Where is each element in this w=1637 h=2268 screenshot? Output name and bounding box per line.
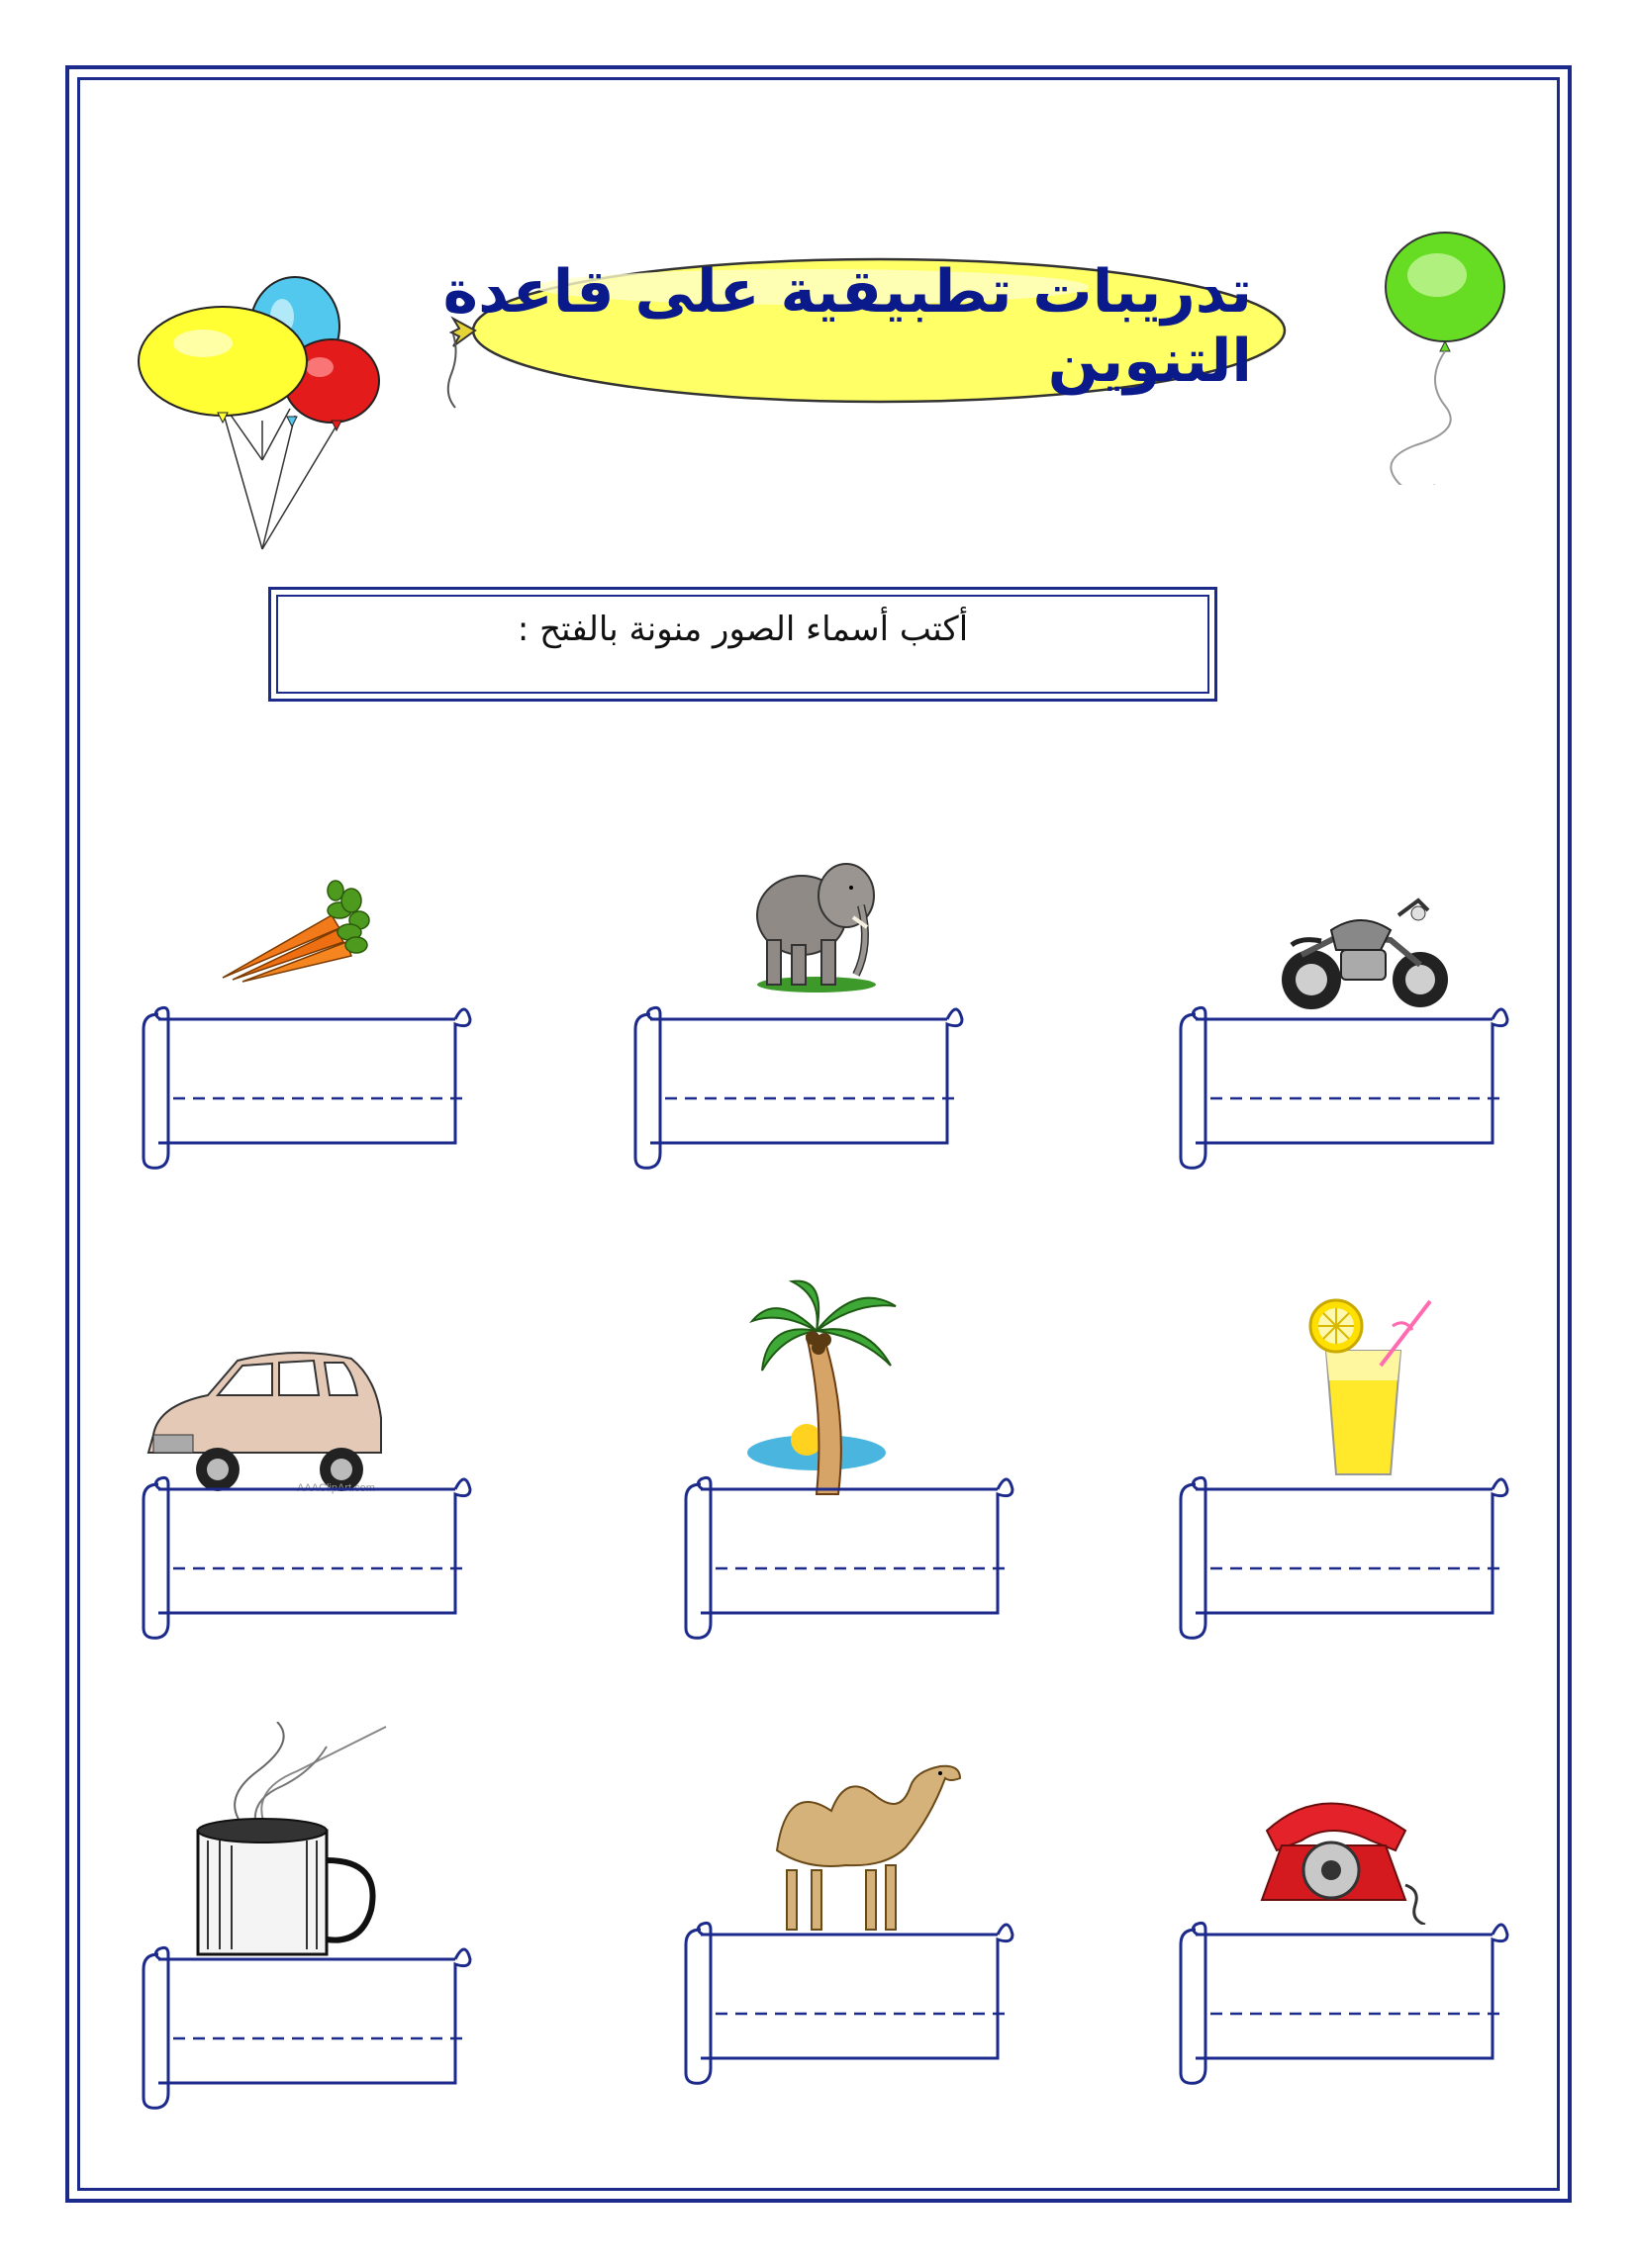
- answer-scroll-3[interactable]: [1176, 994, 1512, 1173]
- green-balloon-icon: [1346, 228, 1514, 485]
- balloons-cluster-icon: [134, 272, 391, 559]
- elephant-icon: [752, 846, 881, 994]
- camel-icon: [757, 1761, 965, 1935]
- answer-scroll-1[interactable]: [139, 994, 475, 1173]
- telephone-icon: [1257, 1786, 1435, 1925]
- answer-scroll-6[interactable]: [1176, 1465, 1512, 1643]
- page-title: تدريبات تطبيقية على قاعدة التنوين: [442, 257, 1252, 396]
- answer-scroll-5[interactable]: [681, 1465, 1017, 1643]
- carrots-icon: [213, 871, 371, 990]
- instruction-text: أكتب أسماء الصور منونة بالفتح :: [517, 610, 969, 649]
- coffee-mug-icon: [188, 1722, 396, 1964]
- clipart-watermark: AAAClipArt.com: [297, 1482, 375, 1494]
- answer-scroll-8[interactable]: [681, 1910, 1017, 2088]
- answer-scroll-9[interactable]: [1176, 1910, 1512, 2088]
- answer-scroll-4[interactable]: [139, 1465, 475, 1643]
- juice-glass-icon: [1301, 1296, 1440, 1484]
- answer-scroll-2[interactable]: [630, 994, 967, 1173]
- answer-scroll-7[interactable]: [139, 1935, 475, 2113]
